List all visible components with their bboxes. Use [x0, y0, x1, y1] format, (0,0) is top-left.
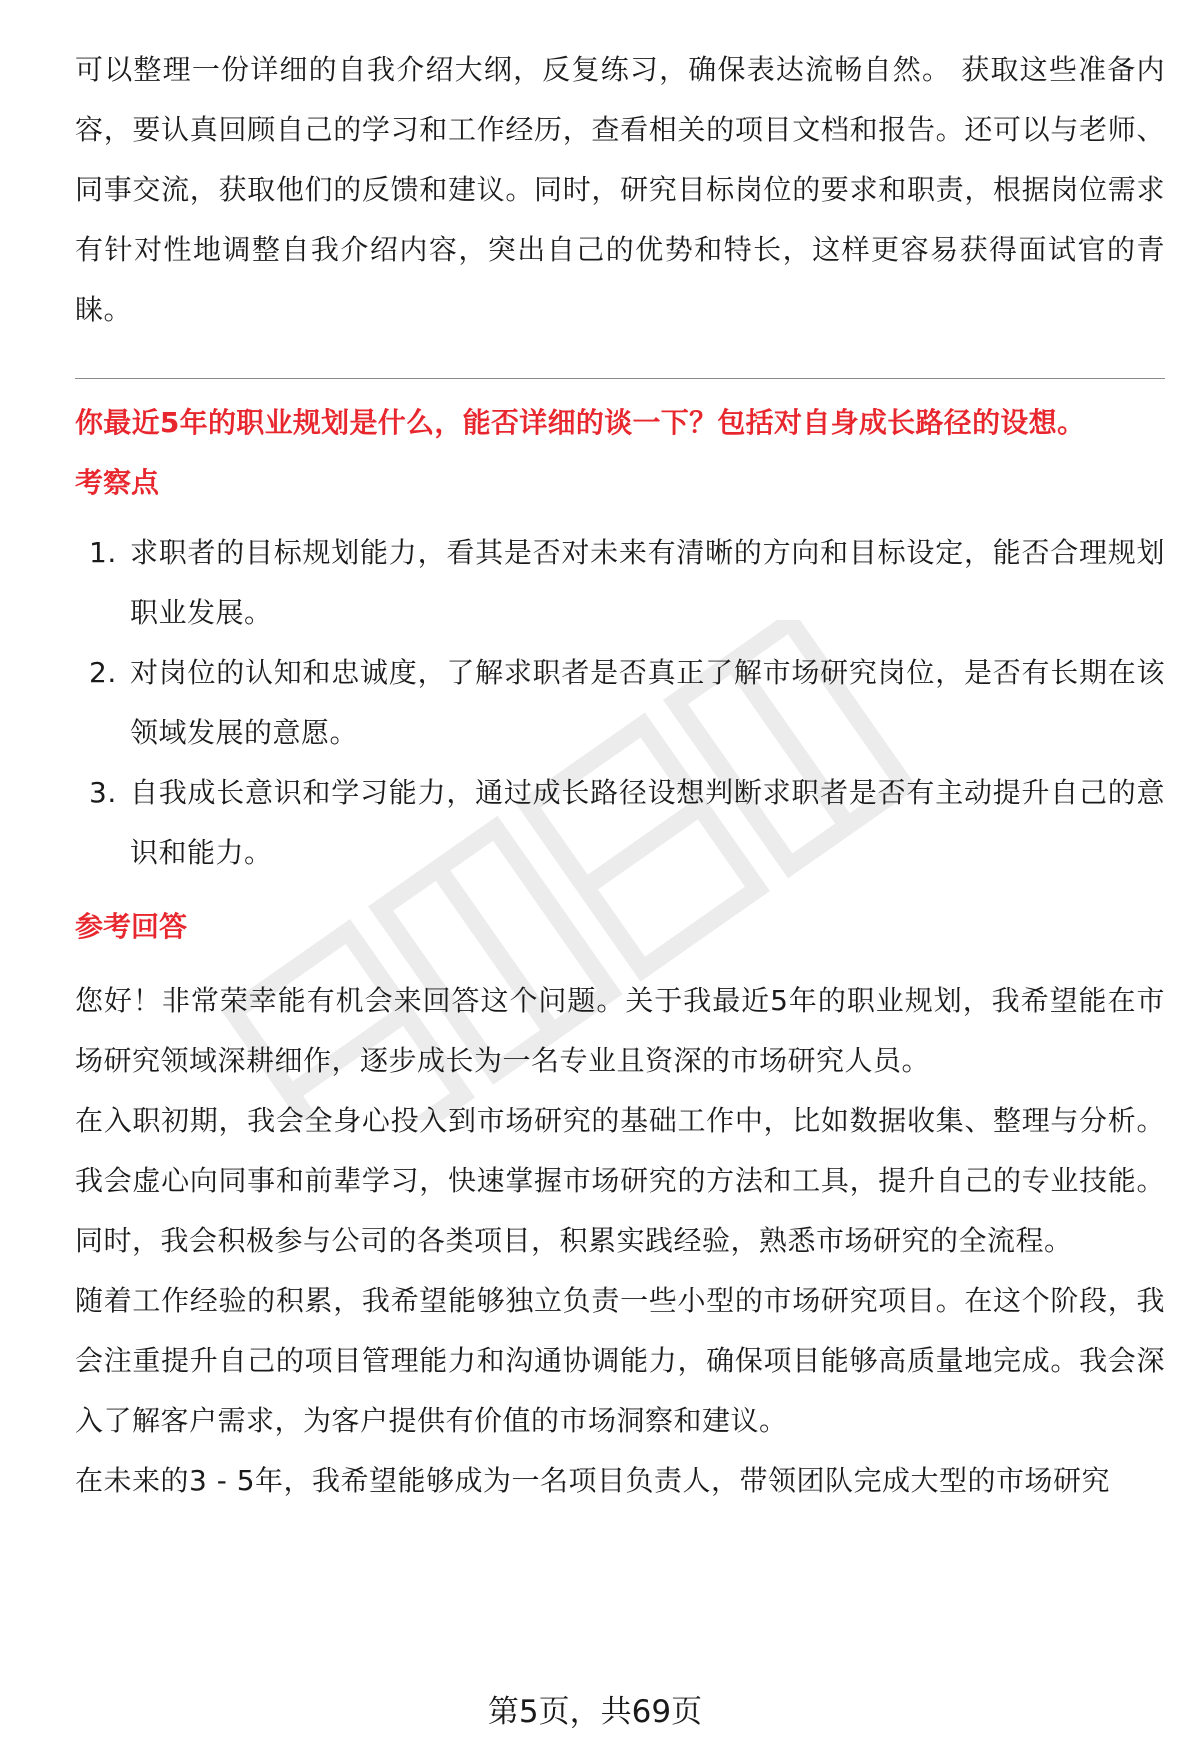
list-item-number: 1.: [89, 536, 117, 569]
answer-paragraph: 在未来的3 - 5年，我希望能够成为一名项目负责人，带领团队完成大型的市场研究: [75, 1464, 1111, 1497]
answer-paragraph: 您好！非常荣幸能有机会来回答这个问题。关于我最近5年的职业规划，我希望能在市场研究领域深耕细作，逐步成长为一名专业且资深的市场研究人员。: [75, 984, 1165, 1077]
section-divider: [75, 378, 1165, 379]
list-item-number: 2.: [89, 656, 117, 689]
list-item-text: 求职者的目标规划能力，看其是否对未来有清晰的方向和目标设定，能否合理规划职业发展。: [130, 536, 1165, 629]
answer-paragraph: 随着工作经验的积累，我希望能够独立负责一些小型的市场研究项目。在这个阶段，我会注重提升自己的项目管理能力和沟通协调能力，确保项目能够高质量地完成。我会深入了解客户需求，为客户提供有价值的市场洞察和建议。: [75, 1284, 1165, 1437]
list-item-number: 3.: [89, 776, 117, 809]
list-item-text: 对岗位的认知和忠诚度，了解求职者是否真正了解市场研究岗位，是否有长期在该领域发展的意愿。: [130, 656, 1165, 749]
page-number: 第5页，共69页: [487, 1694, 703, 1730]
interview-question: 你最近5年的职业规划是什么，能否详细的谈一下？包括对自身成长路径的设想。: [75, 406, 1086, 439]
page-content: [75, 40, 1165, 1511]
list-item-text: 自我成长意识和学习能力，通过成长路径设想判断求职者是否有主动提升自己的意识和能力。: [130, 776, 1165, 869]
answer-paragraph: 在入职初期，我会全身心投入到市场研究的基础工作中，比如数据收集、整理与分析。我会虚心向同事和前辈学习，快速掌握市场研究的方法和工具，提升自己的专业技能。同时，我会积极参与公司的各类项目，积累实践经验，熟悉市场研究的全流程。: [75, 1104, 1165, 1257]
list-item: [75, 523, 1165, 643]
intro-paragraph: 可以整理一份详细的自我介绍大纲，反复练习，确保表达流畅自然。 获取这些准备内容，要认真回顾自己的学习和工作经历，查看相关的项目文档和报告。还可以与老师、同事交流，获取他们的反馈和建议。同时，研究目标岗位的要求和职责，根据岗位需求有针对性地调整自我介绍内容，突出自己的优势和特长，这样更容易获得面试官的青睐。: [75, 53, 1165, 326]
exam-points-list: [75, 523, 1165, 883]
exam-points-heading: 考察点: [75, 466, 160, 499]
list-item: [75, 643, 1165, 763]
answer-heading: 参考回答: [75, 910, 188, 943]
list-item: [75, 763, 1165, 883]
